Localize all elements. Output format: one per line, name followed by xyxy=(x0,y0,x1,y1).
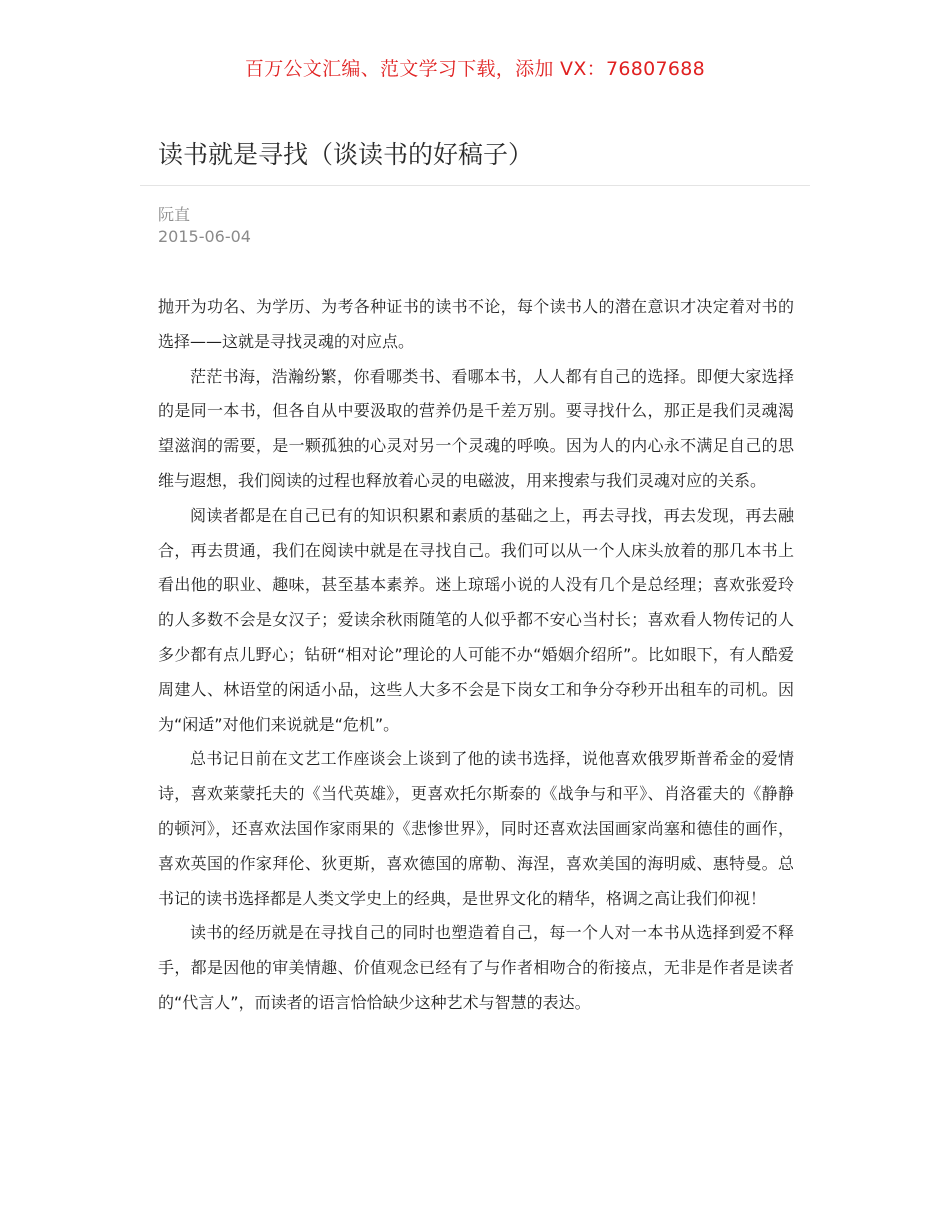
article-paragraph-4: 总书记日前在文艺工作座谈会上谈到了他的读书选择，说他喜欢俄罗斯普希金的爱情诗，喜欢莱蒙托夫的《当代英雄》，更喜欢托尔斯泰的《战争与和平》、肖洛霍夫的《静静的顿河》，还喜欢法国作家雨果的《悲惨世界》，同时还喜欢法国画家尚塞和德佳的画作，喜欢英国的作家拜伦、狄更斯，喜欢德国的席勒、海涅，喜欢美国的海明威、惠特曼。总书记的读书选择都是人类文学史上的经典，是世界文化的精华，格调之高让我们仰视！ xyxy=(158,749,794,908)
article-meta xyxy=(158,204,458,248)
article-body xyxy=(158,290,794,1021)
article-paragraph-3: 阅读者都是在自己已有的知识积累和素质的基础之上，再去寻找，再去发现，再去融合，再去贯通，我们在阅读中就是在寻找自己。我们可以从一个人床头放着的那几本书上看出他的职业、趣味，甚至基本素养。迷上琼瑶小说的人没有几个是总经理；喜欢张爱玲的人多数不会是女汉子；爱读余秋雨随笔的人似乎都不安心当村长；喜欢看人物传记的人多少都有点儿野心；钻研“相对论”理论的人可能不办“婚姻介绍所”。比如眼下，有人酷爱周建人、林语堂的闲适小品，这些人大多不会是下岗女工和争分夺秒开出租车的司机。因为“闲适”对他们来说就是“危机”。 xyxy=(158,505,794,734)
article-date: 2015-06-04 xyxy=(158,227,251,246)
article-paragraph-2: 茫茫书海，浩瀚纷繁，你看哪类书、看哪本书，人人都有自己的选择。即便大家选择的是同一本书，但各自从中要汲取的营养仍是千差万别。要寻找什么，那正是我们灵魂渴望滋润的需要，是一颗孤独的心灵对另一个灵魂的呼唤。因为人的内心永不满足自己的思维与遐想，我们阅读的过程也释放着心灵的电磁波，用来搜索与我们灵魂对应的关系。 xyxy=(158,366,794,490)
article-paragraph-5: 读书的经历就是在寻找自己的同时也塑造着自己，每一个人对一本书从选择到爱不释手，都是因他的审美情趣、价值观念已经有了与作者相吻合的衔接点，无非是作者是读者的“代言人”，而读者的语言恰恰缺少这种艺术与智慧的表达。 xyxy=(158,923,794,1012)
article-title: 读书就是寻找（谈读书的好稿子） xyxy=(158,140,534,169)
title-divider xyxy=(140,185,810,186)
article-paragraph-1: 抛开为功名、为学历、为考各种证书的读书不论，每个读书人的潜在意识才决定着对书的选择——这就是寻找灵魂的对应点。 xyxy=(158,297,794,351)
promo-banner: 百万公文汇编、范文学习下载，添加 VX：76807688 xyxy=(244,58,706,80)
article-author: 阮直 xyxy=(158,205,191,224)
